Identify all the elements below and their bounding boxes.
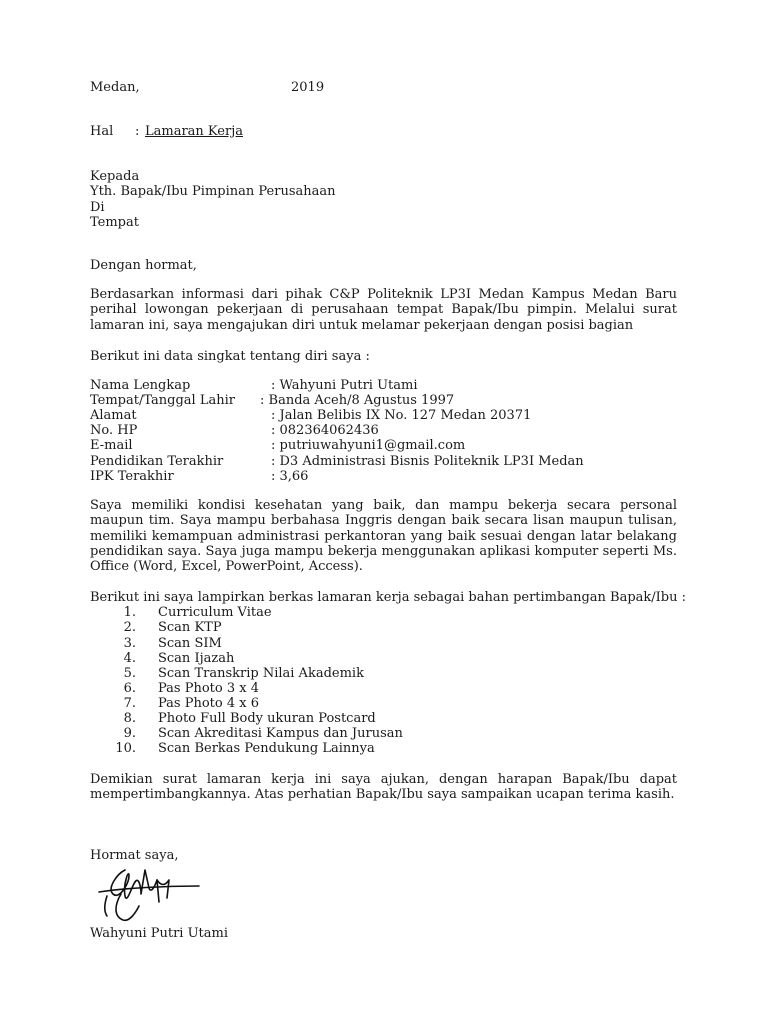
list-text: Photo Full Body ukuran Postcard [158,711,376,726]
personal-label: Alamat [90,408,137,423]
personal-value: : putriuwahyuni1@gmail.com [271,438,466,453]
subject-separator: : [135,124,140,139]
address-line: Kepada [90,169,140,184]
list-number: 9. [123,726,136,741]
city-text: Medan, [90,80,140,95]
intro-paragraph: Berdasarkan informasi dari pihak C&P Politeknik LP3I Medan Kampus Medan Baru perihal lowongan pekerjaan di perusahaan tempat Bapak/Ibu pimpin. Melalui surat lamaran ini, saya mengajukan diri untuk melamar pekerjaan dengan posisi bagian [90,287,677,333]
list-number: 5. [123,666,136,681]
signoff: Hormat saya, [90,848,179,863]
address-line: Yth. Bapak/Ibu Pimpinan Perusahaan [90,184,336,199]
personal-label: Nama Lengkap [90,378,191,393]
list-text: Scan Akreditasi Kampus dan Jurusan [158,726,403,741]
skills-paragraph: Saya memiliki kondisi kesehatan yang baik, dan mampu bekerja secara personal maupun tim. Saya mampu berbahasa Inggris dengan baik secara lisan maupun tulisan, memiliki kemampuan administrasi perkantoran yang baik sesuai dengan latar belakang pendidikan saya. Saya juga mampu bekerja menggunakan aplikasi komputer seperti Ms. Office (Word, Excel, PowerPoint, Access). [90,498,677,575]
personal-value: : D3 Administrasi Bisnis Politeknik LP3I Medan [271,454,584,469]
list-number: 2. [123,620,136,635]
subject-text: Lamaran Kerja [145,124,243,139]
list-text: Scan KTP [158,620,222,635]
closing-paragraph: Demikian surat lamaran kerja ini saya ajukan, dengan harapan Bapak/Ibu dapat mempertimbangkannya. Atas perhatian Bapak/Ibu saya sampaikan ucapan terima kasih. [90,772,677,803]
list-number: 3. [123,636,136,651]
list-number: 4. [123,651,136,666]
year-text: 2019 [291,80,325,95]
address-line: Di [90,200,105,215]
list-text: Scan SIM [158,636,222,651]
signature-image [95,858,205,928]
list-text: Scan Berkas Pendukung Lainnya [158,741,375,756]
subject-label: Hal [90,124,114,139]
list-number: 1. [123,605,136,620]
list-number: 10. [115,741,136,756]
attachments-intro: Berikut ini saya lampirkan berkas lamaran kerja sebagai bahan pertimbangan Bapak/Ibu : [90,590,687,605]
list-text: Scan Transkrip Nilai Akademik [158,666,364,681]
list-text: Pas Photo 3 x 4 [158,681,259,696]
personal-value: : Wahyuni Putri Utami [271,378,418,393]
list-number: 6. [123,681,136,696]
personal-value: : Banda Aceh/8 Agustus 1997 [260,393,455,408]
greeting: Dengan hormat, [90,258,197,273]
list-number: 7. [123,696,136,711]
personal-value: : 3,66 [271,469,309,484]
list-text: Scan Ijazah [158,651,235,666]
personal-value: : 082364062436 [271,423,379,438]
list-text: Curriculum Vitae [158,605,272,620]
personal-label: Tempat/Tanggal Lahir [90,393,235,408]
signer-name: Wahyuni Putri Utami [90,926,228,941]
data-intro: Berikut ini data singkat tentang diri saya : [90,349,370,364]
personal-label: No. HP [90,423,138,438]
personal-value: : Jalan Belibis IX No. 127 Medan 20371 [271,408,532,423]
personal-label: E-mail [90,438,133,453]
address-line: Tempat [90,215,139,230]
personal-label: IPK Terakhir [90,469,174,484]
list-number: 8. [123,711,136,726]
list-text: Pas Photo 4 x 6 [158,696,259,711]
personal-label: Pendidikan Terakhir [90,454,224,469]
